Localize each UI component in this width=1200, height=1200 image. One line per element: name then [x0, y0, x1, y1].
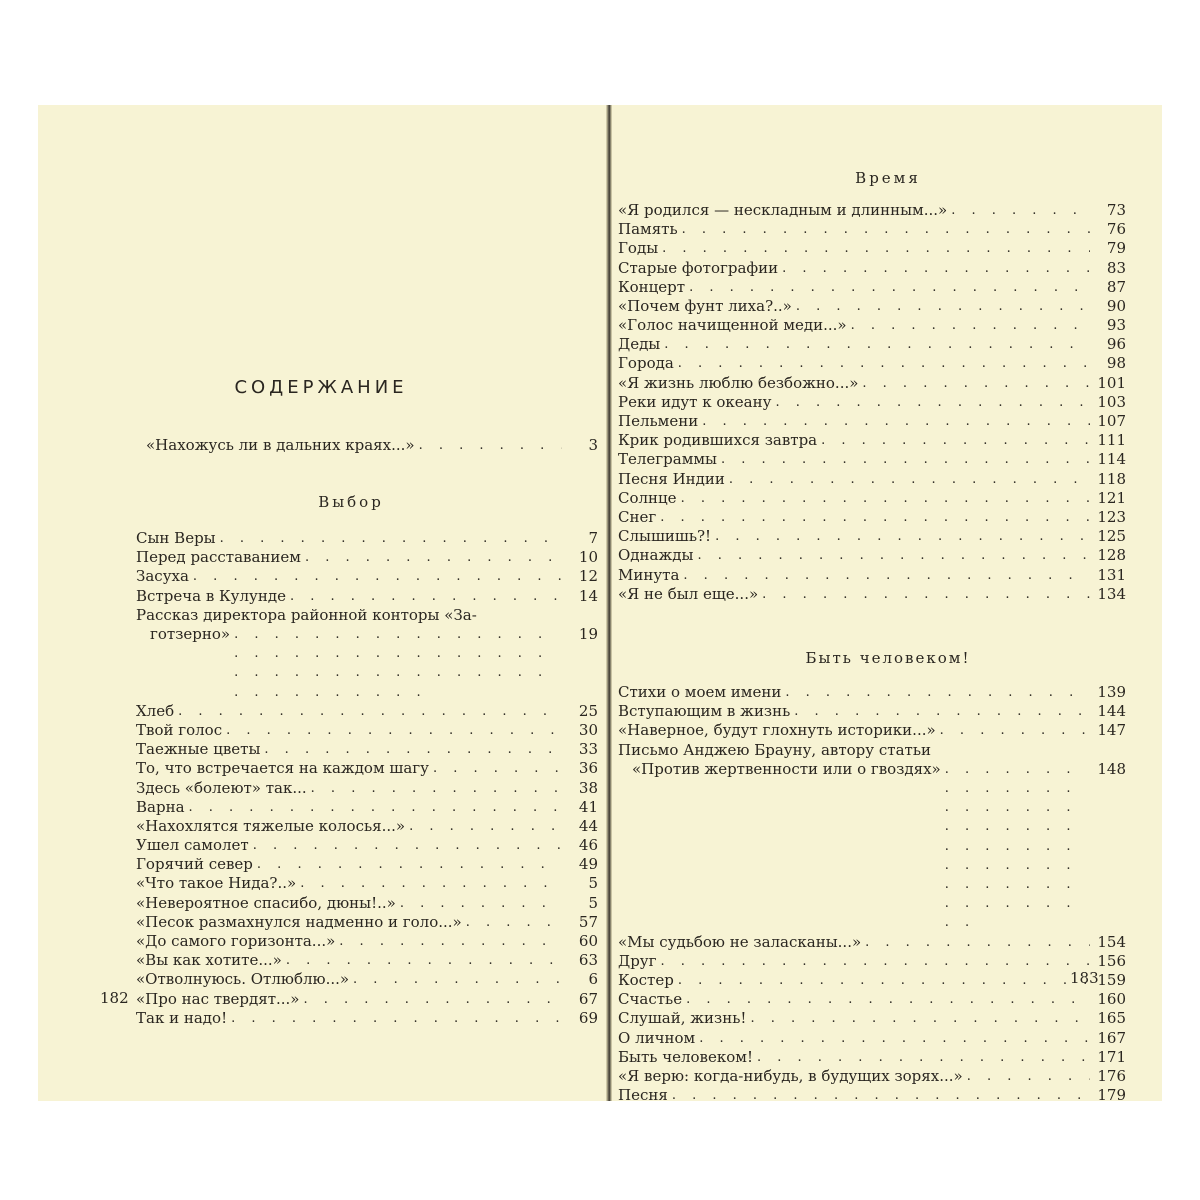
toc-entry-page: 60 — [578, 932, 598, 950]
toc-entry — [136, 1009, 598, 1028]
toc-entry-title: «Нахохлятся тяжелые колосья...» — [136, 816, 406, 835]
leader-dots — [702, 412, 1090, 431]
toc-entry — [618, 1067, 1126, 1086]
leader-dots — [796, 297, 1090, 316]
toc-entry-page: 134 — [1097, 584, 1126, 603]
toc-entry — [618, 431, 1126, 450]
toc-entry-title: Перед расставанием — [136, 548, 301, 567]
toc-entry — [136, 740, 598, 759]
toc-entry-page: 41 — [578, 797, 598, 816]
toc-entry-page: 36 — [578, 759, 598, 778]
toc-entry-title: «Невероятное спасибо, дюны!..» — [136, 893, 396, 912]
leader-dots — [178, 702, 562, 721]
toc-entry — [618, 278, 1126, 297]
leader-dots — [264, 740, 562, 759]
leader-dots — [686, 990, 1090, 1009]
toc-entry-page: 79 — [1106, 239, 1126, 258]
toc-entry-continuation — [618, 760, 1126, 933]
toc-entry-page: 111 — [1097, 431, 1126, 450]
toc-entry-page: 76 — [1106, 220, 1126, 239]
leader-dots — [433, 759, 562, 778]
leader-dots — [782, 259, 1090, 278]
toc-entry-title: Хлеб — [136, 701, 175, 720]
toc-entry — [618, 450, 1126, 469]
toc-entry-title: Память — [618, 220, 678, 239]
toc-entry — [136, 759, 598, 778]
leader-dots — [683, 566, 1090, 585]
toc-entry-title: «Нахожусь ли в дальних краях...» — [146, 436, 415, 454]
toc-entry-continuation — [136, 625, 598, 702]
toc-entry-page: 114 — [1097, 450, 1126, 469]
section-heading: Время — [855, 169, 921, 187]
toc-entry-title: Песня Индии — [618, 469, 725, 488]
toc-entry-title: Слышишь?! — [618, 527, 712, 546]
toc-entry — [146, 436, 598, 455]
leader-dots — [750, 1009, 1090, 1028]
leader-dots — [940, 721, 1090, 740]
toc-entry-title: Здесь «болеют» так... — [136, 778, 307, 797]
toc-entry-page: 154 — [1097, 932, 1126, 951]
toc-entry-title: «Я верю: когда-нибудь, в будущих зорях...» — [618, 1066, 963, 1085]
page-number: 183 — [1070, 969, 1099, 987]
toc-entry-title: «Наверное, будут глохнуть историки...» — [618, 721, 936, 740]
toc-entry-title: Старые фотографии — [618, 258, 779, 277]
toc-entry-title-continued: «Против жертвенности или о гвоздях» — [632, 759, 941, 778]
toc-entry-page: 67 — [578, 989, 598, 1008]
toc-entry-page: 123 — [1097, 508, 1126, 526]
toc-entry-title: Быть человеком! — [618, 1047, 753, 1066]
toc-entry-page: 38 — [578, 778, 598, 797]
toc-entry-title: Концерт — [618, 277, 686, 296]
toc-entry-page: 118 — [1097, 469, 1126, 488]
toc-entry-title: «Что такое Нида?..» — [136, 874, 297, 893]
toc-entry-page: 33 — [578, 740, 598, 759]
leader-dots — [729, 470, 1090, 489]
toc-entry — [136, 587, 598, 606]
book-gutter — [606, 105, 612, 1101]
toc-entry-title: Друг — [618, 951, 657, 970]
leader-dots — [193, 567, 562, 586]
left-page — [38, 105, 604, 1101]
leader-dots — [967, 1067, 1090, 1086]
leader-dots — [794, 702, 1090, 721]
leader-dots — [662, 239, 1090, 258]
toc-entry — [136, 721, 598, 740]
toc-entry-page: 101 — [1097, 373, 1126, 392]
toc-entry — [136, 855, 598, 874]
toc-entry-title: Вступающим в жизнь — [618, 702, 791, 721]
toc-entry-page: 69 — [578, 1008, 598, 1027]
toc-entry-title: «Мы судьбою не заласканы...» — [618, 932, 862, 951]
toc-entry-title: Телеграммы — [618, 450, 717, 469]
toc-entry-page: 63 — [578, 951, 598, 970]
toc-entry — [618, 952, 1126, 971]
toc-entry-page: 30 — [578, 720, 598, 739]
toc-entry-title: Костер — [618, 970, 674, 989]
toc-entry-page: 156 — [1097, 951, 1126, 970]
toc-entry-page: 131 — [1097, 565, 1126, 584]
toc-entry — [136, 894, 598, 913]
toc-entry — [618, 741, 1126, 933]
leader-dots — [682, 220, 1090, 239]
leader-dots — [689, 278, 1090, 297]
toc-entry — [618, 585, 1126, 604]
toc-entry-page: 98 — [1106, 354, 1126, 373]
toc-entry-title: Снег — [618, 508, 657, 526]
toc-entry-page: 125 — [1097, 527, 1126, 546]
toc-entry-page: 5 — [588, 874, 598, 893]
leader-dots — [660, 508, 1090, 527]
toc-entry — [618, 335, 1126, 354]
toc-entry-page: 147 — [1097, 721, 1126, 740]
toc-entry-title: «Я не был еще...» — [618, 584, 759, 603]
toc-entry-page: 73 — [1106, 201, 1126, 219]
leader-dots — [300, 874, 562, 893]
toc-entry — [618, 316, 1126, 335]
toc-entry-title: «Я жизнь люблю безбожно...» — [618, 373, 859, 392]
page-number: 182 — [100, 989, 129, 1007]
toc-entry — [618, 721, 1126, 740]
toc-entry-page: 19 — [578, 624, 598, 643]
toc-entry-title: Песня — [618, 1086, 668, 1105]
leader-dots — [400, 894, 562, 913]
toc-entry-title: «Почем фунт лиха?..» — [618, 296, 792, 315]
toc-entry-page: 25 — [578, 701, 598, 720]
toc-entry — [618, 393, 1126, 412]
leader-dots — [286, 951, 562, 970]
leader-dots — [757, 1048, 1090, 1067]
toc-entry-title: Письмо Анджею Брауну, автору статьи — [618, 740, 931, 759]
toc-entry-page: 171 — [1097, 1047, 1126, 1066]
toc-entry-title: Деды — [618, 335, 661, 354]
toc-entry-page: 107 — [1097, 412, 1126, 431]
section-heading: Быть человеком! — [805, 649, 971, 667]
toc-entry — [618, 546, 1126, 565]
leader-dots — [945, 760, 1090, 933]
leader-dots — [353, 970, 562, 989]
toc-entry-page: 139 — [1097, 683, 1126, 701]
toc-entry-page: 57 — [578, 912, 598, 931]
leader-dots — [189, 798, 562, 817]
leader-dots — [785, 683, 1090, 702]
leader-dots — [697, 546, 1090, 565]
toc-entry — [136, 817, 598, 836]
toc-entry-title: «Я родился — нескладным и длинным...» — [618, 201, 948, 219]
toc-entry — [618, 412, 1126, 431]
toc-entry — [618, 201, 1126, 220]
toc-entry — [136, 702, 598, 721]
toc-entry-title: «До самого горизонта...» — [136, 932, 336, 950]
toc-entry-page: 44 — [578, 816, 598, 835]
toc-entry — [618, 297, 1126, 316]
toc-entry-title: Засуха — [136, 567, 189, 586]
leader-dots — [821, 431, 1090, 450]
toc-entry-title: «Про нас твердят...» — [136, 989, 300, 1008]
leader-dots — [699, 1029, 1090, 1048]
toc-entry-title: То, что встречается на каждом шагу — [136, 759, 429, 778]
toc-entry — [618, 355, 1126, 374]
toc-entry — [618, 470, 1126, 489]
toc-entry — [136, 951, 598, 970]
toc-entry-title: «Голос начищенной меди...» — [618, 316, 847, 335]
toc-entry-page: 49 — [578, 855, 598, 874]
toc-entry-title-continued: готзерно» — [150, 624, 231, 643]
intro-list — [146, 436, 598, 455]
toc-entry — [618, 508, 1126, 527]
toc-entry-title: Рассказ директора районной конторы «За- — [136, 605, 477, 624]
toc-entry — [618, 933, 1126, 952]
leader-dots — [419, 436, 562, 455]
leader-dots — [303, 990, 562, 1009]
toc-list-vremya — [618, 201, 1126, 604]
toc-entry-title: «Отволнуюсь. Отлюблю...» — [136, 970, 350, 989]
toc-entry — [136, 606, 598, 702]
section-heading: Выбор — [318, 493, 384, 511]
leader-dots — [290, 587, 562, 606]
leader-dots — [660, 952, 1090, 971]
toc-entry — [618, 259, 1126, 278]
leader-dots — [466, 913, 562, 932]
toc-entry-title: Годы — [618, 239, 659, 258]
toc-entry — [618, 374, 1126, 393]
toc-entry — [618, 527, 1126, 546]
toc-entry-page: 14 — [578, 586, 598, 605]
leader-dots — [409, 817, 562, 836]
toc-entry-page: 159 — [1097, 970, 1126, 989]
toc-entry-title: Однажды — [618, 546, 694, 565]
toc-entry-page: 176 — [1097, 1066, 1126, 1085]
leader-dots — [672, 1086, 1090, 1105]
leader-dots — [220, 529, 562, 548]
toc-entry-title: О личном — [618, 1028, 696, 1047]
leader-dots — [257, 855, 562, 874]
toc-entry — [136, 836, 598, 855]
toc-entry — [136, 567, 598, 586]
toc-entry-title: Встреча в Кулунде — [136, 586, 286, 605]
page-title: СОДЕРЖАНИЕ — [234, 377, 408, 398]
leader-dots — [678, 355, 1090, 374]
toc-entry-page: 148 — [1097, 759, 1126, 778]
toc-entry-page: 121 — [1097, 488, 1126, 507]
toc-entry-page: 12 — [578, 567, 598, 586]
toc-entry — [618, 971, 1126, 990]
leader-dots — [951, 201, 1090, 220]
toc-entry — [618, 1029, 1126, 1048]
toc-entry — [618, 1009, 1126, 1028]
toc-entry-page: 96 — [1106, 335, 1126, 354]
toc-entry — [136, 529, 598, 548]
toc-entry — [136, 932, 598, 951]
toc-entry-title: Стихи о моем имени — [618, 683, 782, 701]
toc-entry-title: Крик родившихся завтра — [618, 431, 818, 450]
toc-entry-page: 46 — [578, 836, 598, 855]
toc-entry-page: 87 — [1106, 277, 1126, 296]
toc-entry — [618, 990, 1126, 1009]
toc-entry-title: Варна — [136, 797, 185, 816]
toc-entry — [618, 683, 1126, 702]
toc-entry-page: 128 — [1097, 546, 1126, 565]
leader-dots — [339, 932, 562, 951]
toc-list-vybor — [136, 529, 598, 1028]
toc-entry-page: 160 — [1097, 990, 1126, 1009]
toc-list-byt-chelovekom — [618, 683, 1126, 1105]
toc-entry-title: Таежные цветы — [136, 740, 261, 759]
toc-entry — [618, 489, 1126, 508]
toc-entry — [136, 990, 598, 1009]
toc-entry — [618, 220, 1126, 239]
toc-entry-page: 5 — [588, 893, 598, 912]
toc-entry-title: Ушел самолет — [136, 836, 249, 855]
leader-dots — [762, 585, 1090, 604]
leader-dots — [226, 721, 562, 740]
leader-dots — [851, 316, 1090, 335]
toc-entry — [618, 239, 1126, 258]
toc-entry — [136, 874, 598, 893]
toc-entry — [618, 702, 1126, 721]
book-spread — [38, 105, 1162, 1105]
toc-entry — [136, 779, 598, 798]
toc-entry — [136, 913, 598, 932]
toc-entry-title: Сын Веры — [136, 529, 216, 547]
toc-entry-page: 103 — [1097, 392, 1126, 411]
leader-dots — [664, 335, 1090, 354]
toc-entry — [136, 548, 598, 567]
toc-entry-page: 6 — [588, 970, 598, 989]
toc-entry — [618, 1086, 1126, 1105]
leader-dots — [865, 933, 1090, 952]
leader-dots — [231, 1009, 562, 1028]
toc-entry-page: 167 — [1097, 1028, 1126, 1047]
toc-entry-title: Слушай, жизнь! — [618, 1009, 747, 1028]
toc-entry-title: Реки идут к океану — [618, 392, 772, 411]
leader-dots — [678, 971, 1090, 990]
toc-entry — [136, 970, 598, 989]
toc-entry-title: «Вы как хотите...» — [136, 951, 282, 970]
toc-entry — [618, 566, 1126, 585]
toc-entry-title: Минута — [618, 565, 680, 584]
toc-entry-title: «Песок размахнулся надменно и голо...» — [136, 912, 462, 931]
leader-dots — [311, 779, 562, 798]
toc-entry-page: 3 — [588, 436, 598, 454]
leader-dots — [715, 527, 1090, 546]
toc-entry-page: 144 — [1097, 702, 1126, 721]
toc-entry — [136, 798, 598, 817]
leader-dots — [305, 548, 562, 567]
toc-entry-page: 93 — [1106, 316, 1126, 335]
right-page — [614, 105, 1162, 1105]
toc-entry-page: 7 — [588, 529, 598, 547]
toc-entry-page: 83 — [1106, 258, 1126, 277]
toc-entry-title: Горячий север — [136, 855, 253, 874]
leader-dots — [234, 625, 562, 702]
toc-entry-page: 179 — [1097, 1086, 1126, 1105]
leader-dots — [721, 450, 1090, 469]
toc-entry-page: 165 — [1097, 1009, 1126, 1028]
toc-entry-title: Города — [618, 354, 674, 373]
toc-entry-page: 90 — [1106, 296, 1126, 315]
leader-dots — [862, 374, 1090, 393]
toc-entry-title: Пельмени — [618, 412, 699, 431]
leader-dots — [681, 489, 1090, 508]
toc-entry — [618, 1048, 1126, 1067]
toc-entry-title: Счастье — [618, 990, 683, 1009]
leader-dots — [253, 836, 562, 855]
leader-dots — [775, 393, 1090, 412]
toc-entry-title: Так и надо! — [136, 1008, 228, 1027]
toc-entry-page: 10 — [578, 548, 598, 567]
toc-entry-title: Солнце — [618, 488, 677, 507]
toc-entry-title: Твой голос — [136, 720, 223, 739]
